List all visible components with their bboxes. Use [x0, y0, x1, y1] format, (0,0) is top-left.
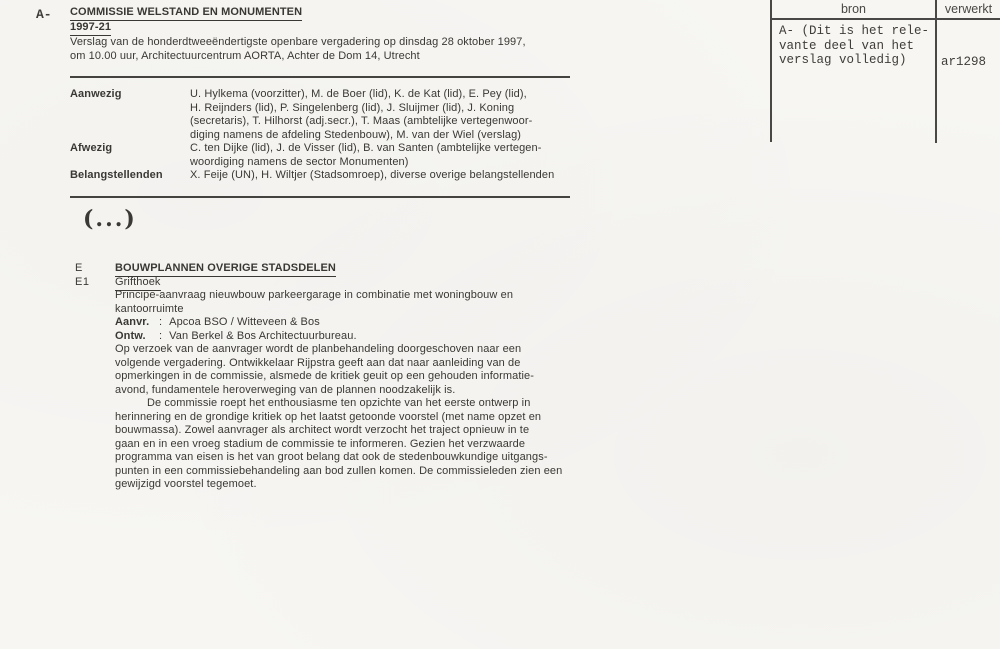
- text-line: (secretaris), T. Hilhorst (adj.secr.), T. Maas (ambtelijke vertegenwoor-: [190, 115, 533, 127]
- text-line: U. Hylkema (voorzitter), M. de Boer (lid), K. de Kat (lid), E. Pey (lid),: [190, 88, 527, 100]
- text-line: volgende vergadering. Ontwikkelaar Rijpstra geeft aan dat naar aanleiding van de: [115, 356, 521, 369]
- attendance-values: [190, 88, 580, 142]
- item-title: Grifthoek: [115, 276, 161, 291]
- omission-ellipsis: (...): [83, 206, 137, 232]
- agenda-item-body: [115, 289, 562, 492]
- table-header-bron: bron: [840, 2, 867, 16]
- attendance-row-belangstellenden: [70, 169, 580, 183]
- text-line: diging namens de afdeling Stedenbouw), M. van der Wiel (verslag): [190, 128, 522, 141]
- attendance-values: [190, 142, 580, 169]
- table-border-middle: [935, 0, 937, 143]
- verwerkt-value: ar1298: [941, 55, 987, 69]
- designer-line: [115, 330, 562, 344]
- item-code: E1: [75, 275, 90, 288]
- text-line: verslag volledig): [779, 53, 907, 67]
- horizontal-rule: [70, 196, 570, 198]
- text-line: avond, fundamentele heroverweging van de plannen noodzakelijk is.: [115, 383, 456, 396]
- attendance-section: [70, 88, 580, 183]
- text-line: kantoorruimte: [115, 302, 184, 315]
- applicant-value: Apcoa BSO / Witteveen & Bos: [169, 316, 320, 328]
- text-line: Principe-aanvraag nieuwbouw parkeergarage in combinatie met woningbouw en: [115, 289, 514, 301]
- applicant-label: Aanvr.: [115, 316, 150, 328]
- text-line: C. ten Dijke (lid), J. de Visser (lid), B. van Santen (ambtelijke vertegen-: [190, 142, 542, 154]
- section-code: E: [75, 262, 83, 274]
- section-title: BOUWPLANNEN OVERIGE STADSDELEN: [115, 262, 336, 277]
- attendance-label: Belangstellenden: [70, 169, 163, 181]
- text-line: A- (Dit is het rele-: [779, 24, 930, 38]
- text-line: H. Reijnders (lid), P. Singelenberg (lid), J. Sluijmer (lid), J. Koning: [190, 101, 515, 114]
- intro-line: om 10.00 uur, Architectuurcentrum AORTA, Achter de Dom 14, Utrecht: [70, 49, 420, 62]
- attendance-label: Aanwezig: [70, 88, 122, 100]
- document-header: [70, 6, 526, 63]
- text-line: vante deel van het: [779, 38, 915, 53]
- document-title-line: [70, 6, 526, 21]
- table-border-left: [770, 0, 772, 142]
- text-line: bouwmassa). Zowel aanvrager als architect wordt verzocht het traject opnieuw in te: [115, 424, 530, 436]
- colon: :: [159, 316, 163, 328]
- text-line: gewijzigd voorstel tegemoet.: [115, 478, 257, 490]
- text-line: programma van eisen is het van groot belang dat ook de stedenbouwkundige uitgangs-: [115, 451, 548, 463]
- document-title: COMMISSIE WELSTAND EN MONUMENTEN: [70, 6, 302, 21]
- attendance-row-afwezig: [70, 142, 580, 169]
- text-line: herinnering en de grondige kritiek op het laatst getoonde voorstel (met name opzet en: [115, 410, 542, 423]
- margin-annotation: A-: [36, 7, 52, 22]
- text-line: woordiging namens de sector Monumenten): [190, 155, 409, 168]
- text-line: Op verzoek van de aanvrager wordt de planbehandeling doorgeschoven naar een: [115, 343, 522, 355]
- applicant-line: [115, 316, 562, 330]
- colon: :: [159, 329, 163, 342]
- attendance-row-aanwezig: [70, 88, 580, 142]
- text-line: punten in een commissiebehandeling aan bod zullen komen. De commissieleden zien een: [115, 464, 563, 477]
- bron-note: [779, 24, 929, 68]
- document-number-line: [70, 21, 526, 36]
- document-number: 1997-21: [70, 21, 111, 36]
- text-line: opmerkingen in de commissie, alsmede de kritiek geuit op een gehouden informatie-: [115, 370, 534, 382]
- horizontal-rule: [70, 76, 570, 78]
- text-line: De commissie roept het enthousiasme ten opzichte van het eerste ontwerp in: [147, 397, 531, 409]
- attendance-label: Afwezig: [70, 142, 113, 154]
- attendance-values: [190, 169, 580, 183]
- table-header-rule: [770, 18, 1000, 20]
- table-header-verwerkt: verwerkt: [944, 2, 993, 16]
- designer-label: Ontw.: [115, 329, 146, 342]
- designer-value: Van Berkel & Bos Architectuurbureau.: [169, 329, 357, 342]
- intro-line: Verslag van de honderdtweeëndertigste openbare vergadering op dinsdag 28 oktober 1997,: [70, 36, 526, 48]
- text-line: X. Feije (UN), H. Wiltjer (Stadsomroep), diverse overige belangstellenden: [190, 169, 555, 181]
- text-line: gaan en in een vroeg stadium de commissie te informeren. Gezien het verzwaarde: [115, 437, 526, 450]
